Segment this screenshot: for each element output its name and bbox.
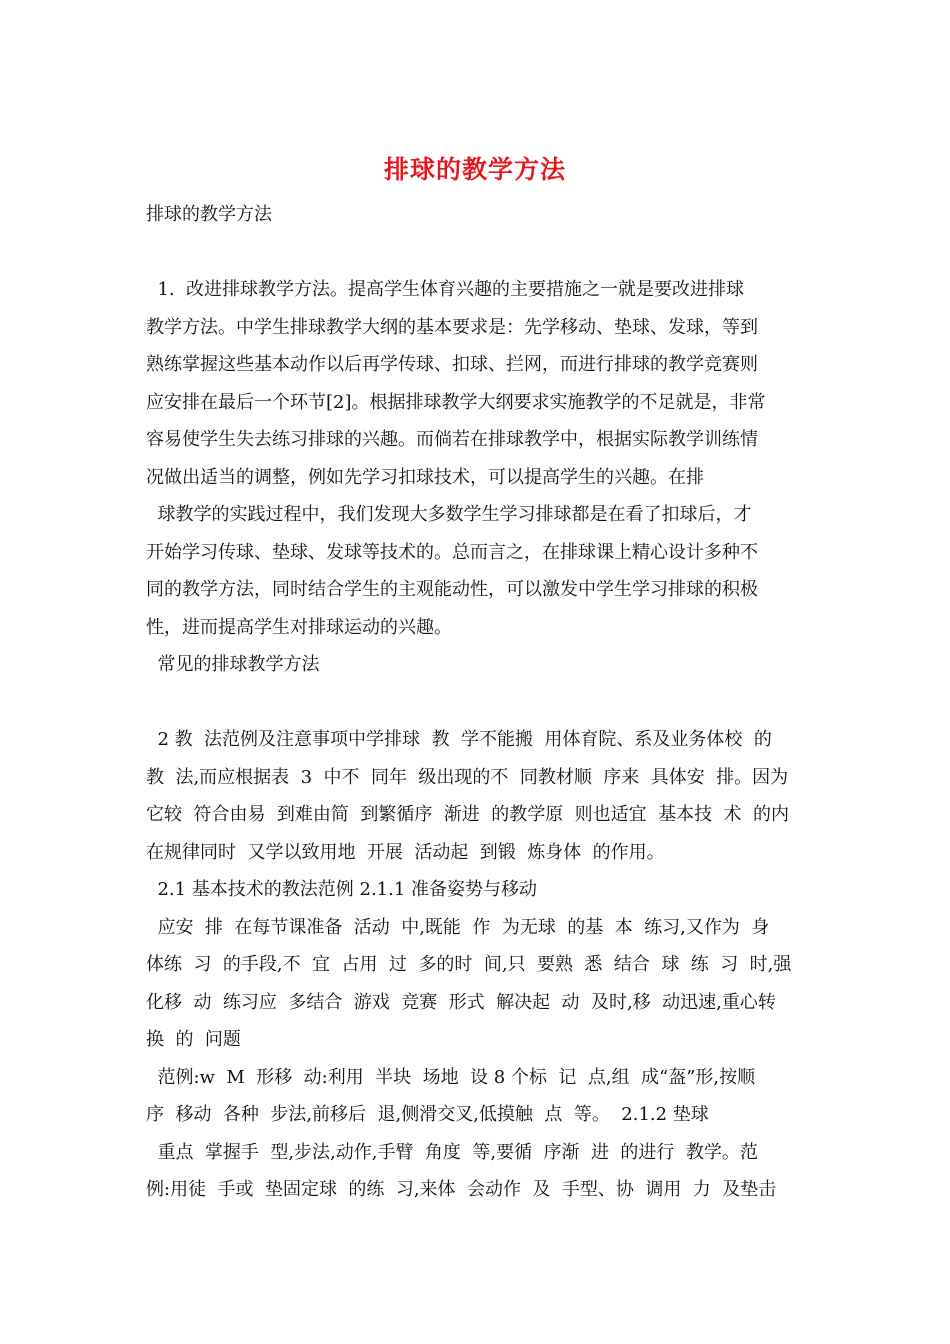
text-line: 重点 掌握手 型,步法,动作,手臂 角度 等,要循 序渐 进 的进行 教学。范 <box>146 1141 758 1163</box>
text-line: 例:用徒 手或 垫固定球 的练 习,来体 会动作 及 手型、协 调用 力 及垫击 <box>146 1179 777 1200</box>
text-line: 教 法,而应根据表 3 中不 同年 级出现的不 同教材顺 序来 具体安 排。因为 <box>146 766 789 788</box>
text-line: 体练 习 的手段,不 宜 占用 过 多的时 间,只 要熟 悉 结合 球 练 习 时,强 <box>146 954 792 975</box>
text-line: 2 教 法范例及注意事项中学排球 教 学不能搬 用体育院、系及业务体校 的 <box>146 729 772 750</box>
blank-line <box>146 684 810 722</box>
paragraph-block-1 <box>146 271 810 684</box>
document-title: 排球的教学方法 <box>383 155 566 184</box>
text-line: 常见的排球教学方法 <box>146 654 320 675</box>
text-line: 同的教学方法，同时结合学生的主观能动性，可以激发中学生学习排球的积极 <box>146 579 758 600</box>
text-line: 应安排在最后一个环节[2]。根据排球教学大纲要求实施教学的不足就是，非常 <box>146 391 766 413</box>
text-line: 2.1 基本技术的教法范例 2.1.1 准备姿势与移动 <box>146 879 538 900</box>
blank-line <box>146 234 810 272</box>
text-line: 范例:w M 形移 动:利用 半块 场地 设 8 个标 记 点,组 成“盔”形,按顺 <box>146 1066 756 1088</box>
text-line: 球教学的实践过程中，我们发现大多数学生学习排球都是在看了扣球后，才 <box>146 504 752 525</box>
paragraph-block-2 <box>146 721 810 1209</box>
text-line: 应安 排 在每节课准备 活动 中,既能 作 为无球 的基 本 练习,又作为 身 <box>146 916 770 938</box>
text-line: 况做出适当的调整，例如先学习扣球技术，可以提高学生的兴趣。在排 <box>146 466 704 488</box>
text-line: 化移 动 练习应 多结合 游戏 竞赛 形式 解决起 动 及时,移 动迅速,重心转 <box>146 991 776 1013</box>
subtitle: 排球的教学方法 <box>146 204 272 225</box>
text-line: 在规律同时 又学以致用地 开展 活动起 到锻 炼身体 的作用。 <box>146 841 665 863</box>
document-body <box>146 196 810 1209</box>
text-line: 序 移动 各种 步法,前移后 退,侧滑交叉,低摸触 点 等。 2.1.2 垫球 <box>146 1104 709 1125</box>
text-line: 开始学习传球、垫球、发球等技术的。总而言之，在排球课上精心设计多种不 <box>146 541 758 563</box>
text-line: 教学方法。中学生排球教学大纲的基本要求是：先学移动、垫球、发球，等到 <box>146 316 758 338</box>
text-line: 换 的 问题 <box>146 1029 241 1050</box>
text-line: 熟练掌握这些基本动作以后再学传球、扣球、拦网，而进行排球的教学竞赛则 <box>146 354 758 375</box>
text-line: 它较 符合由易 到难由简 到繁循序 渐进 的教学原 则也适宜 基本技 术 的内 <box>146 804 789 825</box>
text-line: 1. 改进排球教学方法。提高学生体育兴趣的主要措施之一就是要改进排球 <box>146 279 745 300</box>
text-line: 容易使学生失去练习排球的兴趣。而倘若在排球教学中，根据实际教学训练情 <box>146 429 758 450</box>
text-line: 性，进而提高学生对排球运动的兴趣。 <box>146 616 452 638</box>
